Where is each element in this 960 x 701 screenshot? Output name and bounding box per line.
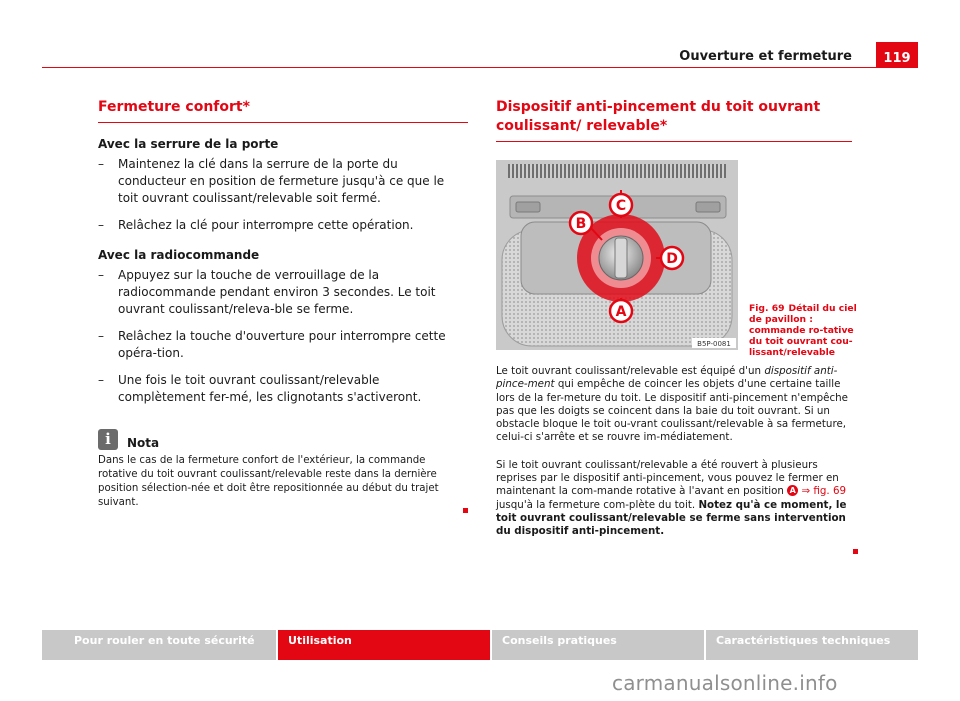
caption-number: Fig. 69 <box>749 303 785 314</box>
step-text: Relâchez la touche d'ouverture pour interrompre cette opéra-tion. <box>118 329 446 360</box>
subheading-serrure: Avec la serrure de la porte <box>98 137 279 151</box>
footer-tab-conseils[interactable]: Conseils pratiques <box>492 630 704 660</box>
callout-d <box>661 247 683 269</box>
note-body: Dans le cas de la fermeture confort de l'extérieur, la commande rotative du toit ouvrant coulissant/relevable reste dans la dernière position sélection-née et doit être repositionnée au début du trajet suivant. <box>98 455 439 508</box>
para1-emphasis: dispositif anti-pince-ment <box>496 365 838 391</box>
para1-before: Le toit ouvrant coulissant/relevable est équipé d'un <box>496 365 765 377</box>
info-icon: i <box>98 429 118 450</box>
label-d: D <box>666 251 678 267</box>
section-heading-fermeture-confort: Fermeture confort* <box>98 98 468 123</box>
step-text: Relâchez la clé pour interrompre cette opération. <box>118 218 414 232</box>
footer-tab-utilisation[interactable]: Utilisation <box>278 630 490 660</box>
left-column <box>98 98 468 518</box>
callout-c <box>610 194 632 216</box>
position-a-badge: A <box>787 485 798 496</box>
dash-bullet: – <box>98 157 104 171</box>
step-item <box>98 217 468 234</box>
callout-a <box>610 300 632 322</box>
paragraph-2 <box>496 459 852 539</box>
paragraph-1 <box>496 365 852 445</box>
dash-bullet: – <box>98 268 104 282</box>
para2-middle: jusqu'à la fermeture com-plète du toit. <box>496 498 699 511</box>
end-marker-icon <box>853 549 858 554</box>
step-text: Maintenez la clé dans la serrure de la porte du conducteur en position de fermeture jusqu'à ce que le toit ouvrant coulissant/relevable soit fermé. <box>118 157 445 205</box>
step-item <box>98 267 468 318</box>
section-heading-anti-pincement: Dispositif anti-pincement du toit ouvrant coulissant/ relevable* <box>496 98 852 142</box>
para2-before: Si le toit ouvrant coulissant/relevable a été rouvert à plusieurs reprises par le dispositif anti-pincement, vous pouvez le fermer en maintenant la com-mande rotative à l'avant en position <box>496 458 839 498</box>
step-item <box>98 156 468 207</box>
step-item <box>98 328 468 362</box>
caption-text: Détail du ciel de pavillon : commande ro-tative du toit ouvrant cou-lissant/relevable <box>749 303 857 358</box>
label-b: B <box>575 216 587 232</box>
note-title: Nota <box>127 436 160 450</box>
footer-tab-securite[interactable]: Pour rouler en toute sécurité <box>42 630 276 660</box>
figure-code: B5P-0081 <box>697 340 731 348</box>
para1-after: qui empêche de coincer les objets d'une certaine taille lors de la fer-meture du toit. Le dispositif anti-pincement n'empêche pas que les doigts se coincent dans la baie du toit ouvrant. Si un obstacle bloque le toit ou-vrant coulissant/relevable à sa fermeture, celui-ci s'arrête et se rouvre im-médiatement. <box>496 378 848 444</box>
dash-bullet: – <box>98 329 104 343</box>
dash-bullet: – <box>98 373 104 387</box>
step-text: Appuyez sur la touche de verrouillage de la radiocommande pendant environ 3 secondes. Le toit ouvrant coulissant/releva-ble se ferme. <box>118 268 436 316</box>
figure-caption <box>749 303 859 358</box>
figure-69 <box>496 160 857 358</box>
right-column <box>496 98 857 558</box>
watermark: carmanualsonline.info <box>612 671 838 695</box>
note-text <box>98 454 468 518</box>
roof-console-illustration <box>496 160 738 350</box>
note-header <box>98 428 468 450</box>
end-marker-icon <box>463 508 468 513</box>
step-item <box>98 372 468 406</box>
figure-69-link[interactable]: ⇒ fig. 69 <box>801 485 847 498</box>
para2-bold: Notez qu'à ce moment, le toit ouvrant coulissant/relevable se ferme sans intervention du dispositif anti-pincement. <box>496 498 847 538</box>
label-a: A <box>615 304 627 320</box>
dash-bullet: – <box>98 218 104 232</box>
running-header-title: Ouverture et fermeture <box>679 49 852 64</box>
step-text: Une fois le toit ouvrant coulissant/relevable complètement fer-mé, les clignotants s'activeront. <box>118 373 422 404</box>
subheading-radiocommande: Avec la radiocommande <box>98 248 260 262</box>
footer-tab-caracteristiques[interactable]: Caractéristiques techniques <box>706 630 918 660</box>
header-rule <box>42 67 918 68</box>
label-c: C <box>615 198 627 214</box>
footer-nav <box>42 630 918 660</box>
callout-b <box>570 212 592 234</box>
page-number: 119 <box>876 42 918 68</box>
